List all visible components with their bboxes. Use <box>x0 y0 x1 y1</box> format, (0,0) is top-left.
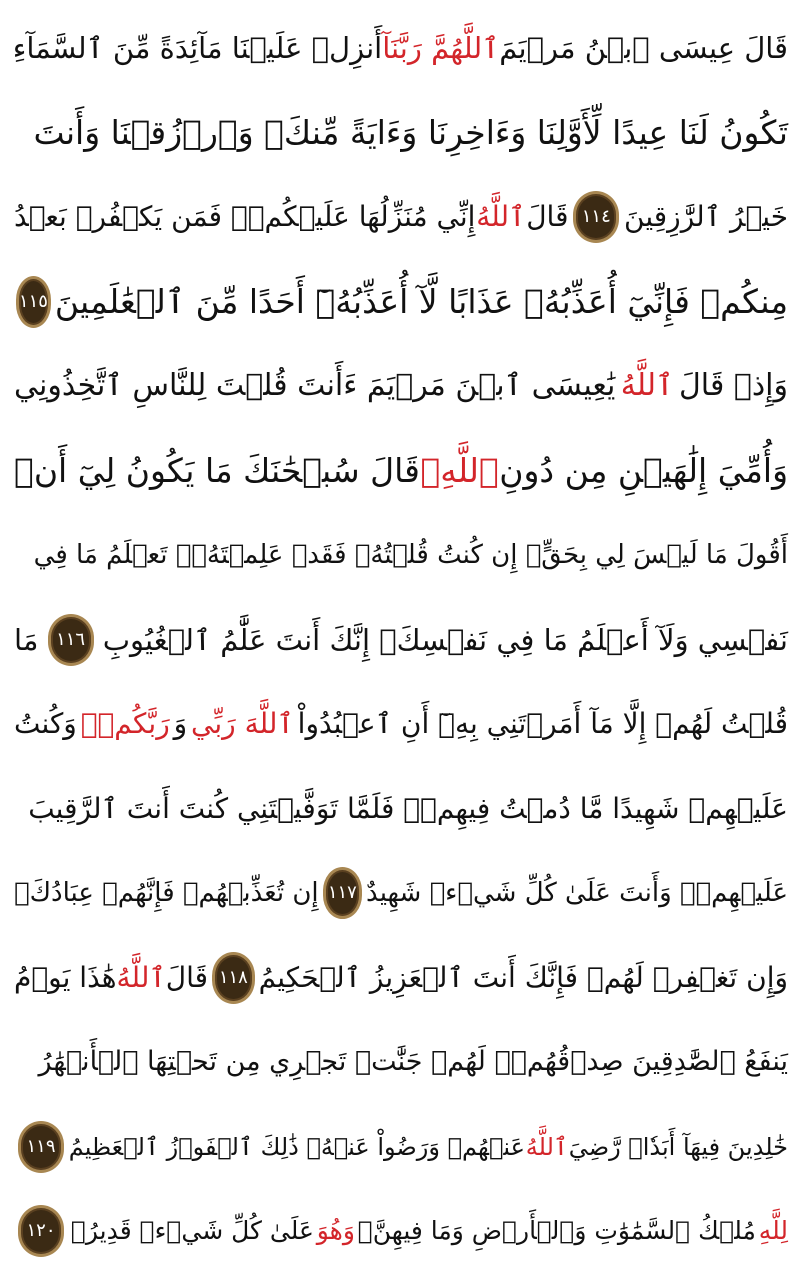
divine-name-text: وَهُوَ <box>316 1216 355 1245</box>
verse-text: وَإِن تَغۡفِرۡ لَهُمۡ فَإِنَّكَ أَنتَ ٱلۡعَزِيزُ ٱلۡحَكِيمُ <box>258 960 788 994</box>
divine-name-text: رَبَّكُمۡۚ <box>80 707 170 740</box>
verse-text: هَٰذَا يَوۡمُ <box>14 960 117 994</box>
verse-text: وَكُنتُ <box>14 707 77 740</box>
verse-line <box>14 1105 788 1190</box>
verse-text: قَالَ <box>165 960 209 994</box>
ayah-number-marker: ١١٧ <box>323 867 362 919</box>
verse-line <box>14 429 788 514</box>
verse-text: يَنفَعُ ٱلصَّٰدِقِينَ صِدۡقُهُمۡۚ لَهُمۡ جَنَّٰتٞ تَجۡرِي مِن تَحۡتِهَا ٱلۡأَنۡهَٰرُ <box>38 1046 788 1077</box>
verse-text: مِنكُمۡ فَإِنِّيٓ أُعَذِّبُهُۥ عَذَابًا لَّآ أُعَذِّبُهُۥٓ أَحَدًا مِّنَ ٱلۡعَٰلَمِينَ <box>54 281 788 321</box>
verse-line <box>14 344 788 429</box>
verse-line <box>14 6 788 91</box>
verse-text: مَا <box>14 622 39 657</box>
divine-name-text: ٱللَّهِۖ <box>420 450 499 490</box>
verse-text: قُلۡتُ لَهُمۡ إِلَّا مَآ أَمَرۡتَنِي بِهِۦٓ أَنِ ٱعۡبُدُواْ <box>297 707 788 740</box>
ayah-number-marker: ١١٥ <box>16 276 51 328</box>
divine-name-text: ٱللَّهُ <box>620 368 674 403</box>
verse-line <box>14 936 788 1021</box>
ayah-number-marker: ١٢٠ <box>18 1205 64 1257</box>
verse-line <box>14 851 788 936</box>
verse-text: قَالَ سُبۡحَٰنَكَ مَا يَكُونُ لِيٓ أَنۡ <box>14 450 420 490</box>
verse-text: خَيۡرُ ٱلرَّٰزِقِينَ <box>624 200 788 233</box>
divine-name-text: ٱللَّهُ <box>116 960 166 994</box>
verse-text: قَالَ عِيسَى ٱبۡنُ مَرۡيَمَ <box>499 31 788 65</box>
verse-line <box>14 91 788 176</box>
verse-text: نَفۡسِي وَلَآ أَعۡلَمُ مَا فِي نَفۡسِكَۚ إِنَّكَ أَنتَ عَلَّٰمُ ٱلۡغُيُوبِ <box>102 622 788 657</box>
verse-text: أَنزِلۡ عَلَيۡنَا مَآئِدَةً مِّنَ ٱلسَّمَآءِ <box>12 31 383 65</box>
verse-line <box>14 175 788 260</box>
verse-line <box>14 513 788 598</box>
verse-text: وَأُمِّيَ إِلَٰهَيۡنِ مِن دُونِ <box>499 450 788 490</box>
verse-line <box>14 1189 788 1274</box>
verse-text: عَلَيۡهِمۡۚ وَأَنتَ عَلَىٰ كُلِّ شَيۡءٖ شَهِيدٌ <box>366 878 788 908</box>
verse-text: وَ <box>173 707 188 740</box>
verse-text: تَكُونُ لَنَا عِيدًا لِّأَوَّلِنَا وَءَاخِرِنَا وَءَايَةً مِّنكَۖ وَٱرۡزُقۡنَا وَأَنتَ <box>33 112 788 152</box>
verse-text: عَلَىٰ كُلِّ شَيۡءٖ قَدِيرُۢ <box>70 1216 314 1245</box>
verse-line <box>14 1020 788 1105</box>
verse-text: وَإِذۡ قَالَ <box>679 368 788 403</box>
verse-text: إِن تُعَذِّبۡهُمۡ فَإِنَّهُمۡ عِبَادُكَۖ <box>14 878 319 908</box>
divine-name-text: لِلَّهِ <box>758 1216 788 1245</box>
divine-name-text: ٱللَّهُ <box>476 200 526 233</box>
ayah-number-marker: ١١٨ <box>212 952 255 1004</box>
verse-text: أَقُولَ مَا لَيۡسَ لِي بِحَقٍّۚ إِن كُنتُ قُلۡتُهُۥ فَقَدۡ عَلِمۡتَهُۥۚ تَعۡلَمُ مَا فِي <box>33 540 788 570</box>
ayah-number-marker: ١١٤ <box>573 191 619 243</box>
verse-text: إِنِّي مُنَزِّلُهَا عَلَيۡكُمۡۖ فَمَن يَكۡفُرۡ بَعۡدُ <box>14 200 476 233</box>
verse-text: عَلَيۡهِمۡ شَهِيدًا مَّا دُمۡتُ فِيهِمۡۖ فَلَمَّا تَوَفَّيۡتَنِي كُنتَ أَنتَ ٱلرَّقِيبَ <box>28 791 788 825</box>
ayah-number-marker: ١١٩ <box>18 1121 64 1173</box>
verse-line <box>14 260 788 345</box>
divine-name-text: ٱللَّهُمَّ رَبَّنَآ <box>382 31 500 65</box>
verse-text: يَٰعِيسَى ٱبۡنَ مَرۡيَمَ ءَأَنتَ قُلۡتَ لِلنَّاسِ ٱتَّخِذُونِي <box>14 368 616 403</box>
verse-text: خَٰلِدِينَ فِيهَآ أَبَدٗاۖ رَّضِيَ <box>568 1132 788 1161</box>
verse-line <box>14 598 788 683</box>
verse-text: مُلۡكُ ٱلسَّمَٰوَٰتِ وَٱلۡأَرۡضِ وَمَا فِيهِنَّۚ <box>357 1216 756 1245</box>
verse-text: عَنۡهُمۡ وَرَضُواْ عَنۡهُۚ ذَٰلِكَ ٱلۡفَوۡزُ ٱلۡعَظِيمُ <box>68 1132 525 1161</box>
divine-name-text: ٱللَّهُ <box>525 1132 568 1161</box>
divine-name-text: ٱللَّهَ رَبِّي <box>191 707 294 740</box>
verse-text: قَالَ <box>526 200 569 233</box>
verse-line <box>14 682 788 767</box>
ayah-number-marker: ١١٦ <box>48 614 94 666</box>
verse-line <box>14 767 788 852</box>
